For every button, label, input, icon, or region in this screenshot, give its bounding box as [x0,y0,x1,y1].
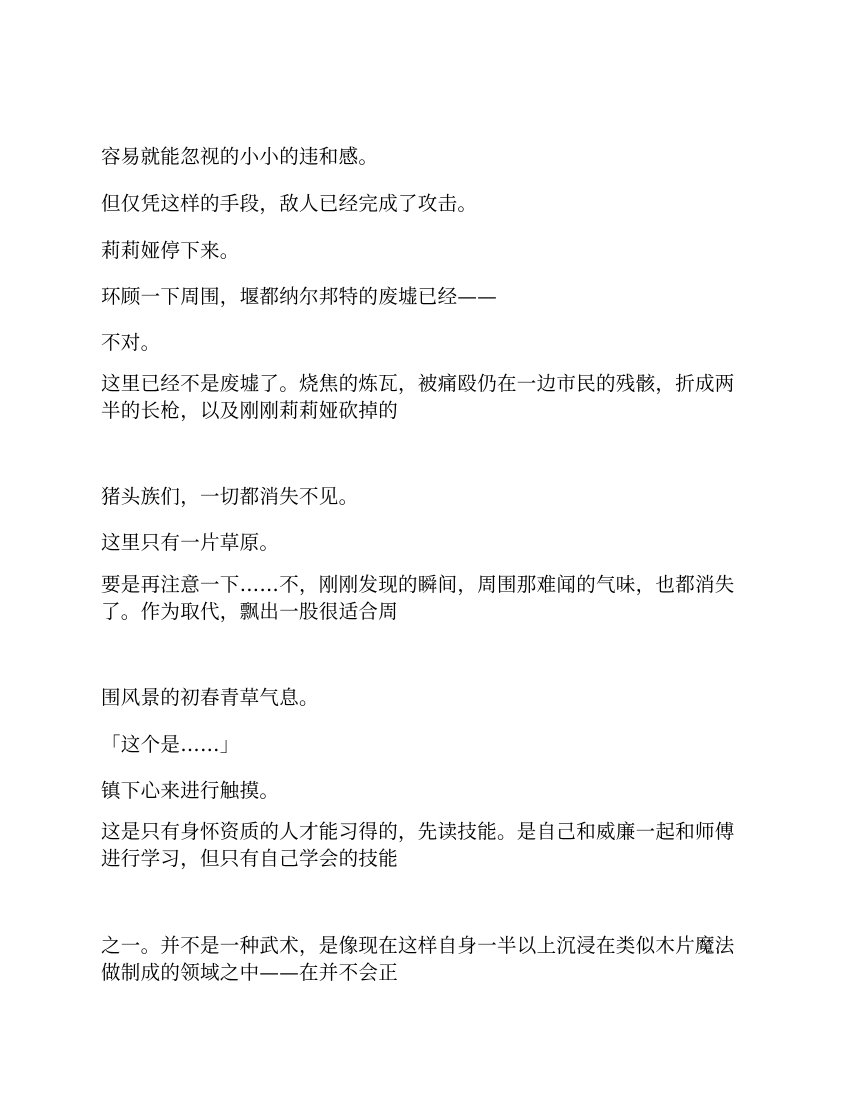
paragraph: 这是只有身怀资质的人才能习得的，先读技能。是自己和威廉一起和师傅进行学习，但只有自己学会的技能 [101,820,735,870]
paragraph: 镇下心来进行触摸。 [101,779,280,802]
paragraph: 不对。 [101,331,161,354]
paragraph: 这里只有一片草原。 [101,531,280,554]
paragraph: 之一。并不是一种武术，是像现在这样自身一半以上沉浸在类似木片魔法做制成的领域之中——在并不会正 [101,934,735,984]
paragraph: 「这个是……」 [101,733,240,756]
paragraph: 容易就能忽视的小小的违和感。 [101,145,379,168]
paragraph: 围风景的初春青草气息。 [101,686,319,709]
paragraph: 莉莉娅停下来。 [101,239,240,262]
paragraph: 要是再注意一下……不，刚刚发现的瞬间，周围那难闻的气味，也都消失了。作为取代，飘出一股很适合周 [101,573,735,623]
paragraph: 猪头族们，一切都消失不见。 [101,485,359,508]
paragraph: 环顾一下周围，堰都纳尔邦特的废墟已经—— [101,285,498,308]
paragraph: 但仅凭这样的手段，敌人已经完成了攻击。 [101,192,478,215]
paragraph: 这里已经不是废墟了。烧焦的炼瓦，被痛殴仍在一边市民的残骸，折成两半的长枪，以及刚刚莉莉娅砍掉的 [101,372,735,422]
